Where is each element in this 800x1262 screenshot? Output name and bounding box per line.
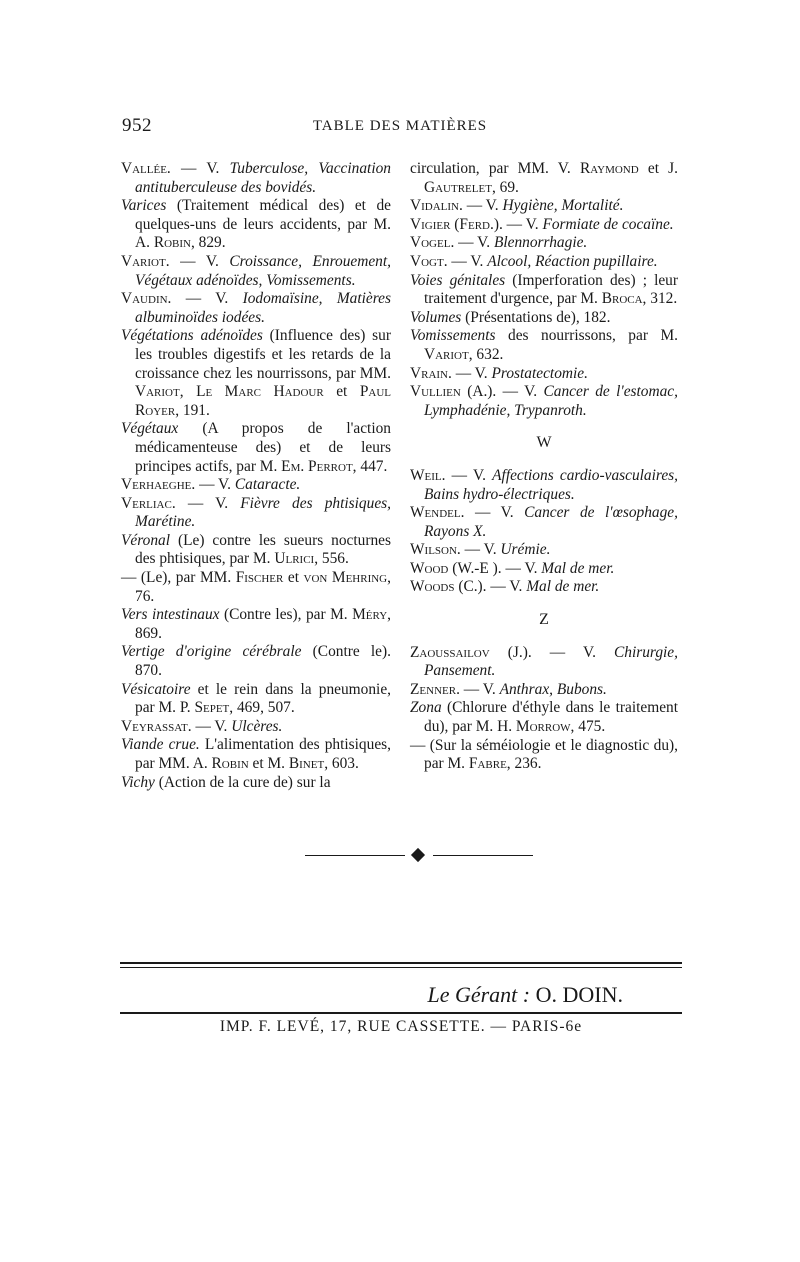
index-entry: Vers intestinaux (Contre les), par M. Méry, 869. (121, 606, 391, 642)
index-column-right (410, 160, 678, 774)
index-entry: Weil. — V. Affections cardio-vasculaires, Bains hydro-électriques. (410, 466, 678, 503)
page-number: 952 (122, 115, 152, 136)
index-entry: Varices (Traitement médical des) et de quelques-uns de leurs accidents, par M. A. Robin, 829. (121, 197, 391, 252)
index-entry: Verliac. — V. Fièvre des phtisiques, Marétine. (121, 494, 391, 531)
gerant-name: O. DOIN. (535, 982, 623, 1007)
index-entry: Voies génitales (Imperforation des) ; leur traitement d'urgence, par M. Broca, 312. (410, 271, 678, 308)
gerant-label: Le Gérant : (427, 982, 531, 1007)
index-entry: circulation, par MM. V. Raymond et J. Gautrelet, 69. (410, 160, 678, 196)
index-entry: Vrain. — V. Prostatectomie. (410, 364, 588, 382)
imprint: IMP. F. LEVÉ, 17, RUE CASSETTE. — PARIS-6e (219, 1018, 583, 1035)
index-entry: Vaudin. — V. Iodomaïsine, Matières albuminoïdes iodées. (121, 290, 391, 326)
index-column-left (121, 160, 391, 792)
index-entry: Vullien (A.). — V. Cancer de l'estomac, Lymphadénie, Trypanroth. (410, 383, 678, 419)
index-entry: Zaoussailov (J.). — V. Chirurgie, Pansement. (410, 643, 678, 680)
ornament-rule-right (433, 855, 533, 856)
running-head: TABLE DES MATIÈRES (312, 118, 488, 134)
footer-rule-thin (120, 967, 682, 968)
imprint-rule (120, 1012, 682, 1014)
section-letter-z: Z (539, 611, 549, 629)
index-entry: Verhaeghe. — V. Cataracte. (121, 476, 301, 494)
index-entry: Vigier (Ferd.). — V. Formiate de cocaïne. (410, 215, 674, 233)
index-entry: — (Le), par MM. Fischer et von Mehring, 76. (121, 569, 391, 605)
index-entry: Wendel. — V. Cancer de l'œsophage, Rayons X. (410, 504, 678, 540)
index-entry: Végétations adénoïdes (Influence des) sur les troubles digestifs et les retards de la croissance chez les nourrissons, par MM. Variot, Le Marc Hadour et Paul Royer, 191. (121, 327, 391, 419)
index-entry: Vidalin. — V. Hygiène, Mortalité. (410, 197, 624, 215)
index-entry: Vomissements des nourrissons, par M. Variot, 632. (410, 327, 678, 363)
gerant-line (120, 982, 623, 1008)
index-entry: Véronal (Le) contre les sueurs nocturnes des phtisiques, par M. Ulrici, 556. (121, 531, 391, 568)
index-entry: Vogt. — V. Alcool, Réaction pupillaire. (410, 252, 658, 270)
index-entry: Vallée. — V. Tuberculose, Vaccination antituberculeuse des bovidés. (121, 160, 391, 196)
index-entry: Woods (C.). — V. Mal de mer. (410, 578, 600, 596)
index-entry: Veyrassat. — V. Ulcères. (121, 717, 283, 735)
end-ornament (305, 848, 533, 862)
section-letter-w: W (536, 434, 552, 452)
index-entry: Zona (Chlorure d'éthyle dans le traitement du), par M. H. Morrow, 475. (410, 699, 678, 736)
index-entry: Végétaux (A propos de l'action médicamenteuse des) et de leurs principes actifs, par M. Em. Perrot, 447. (121, 420, 391, 475)
index-entry: Wilson. — V. Urémie. (410, 541, 551, 559)
index-entry: Vichy (Action de la cure de) sur la (121, 773, 331, 791)
index-entry: Wood (W.-E ). — V. Mal de mer. (410, 559, 615, 577)
diamond-icon (411, 848, 425, 862)
index-entry: Zenner. — V. Anthrax, Bubons. (410, 680, 607, 698)
index-entry: Variot. — V. Croissance, Enrouement, Végétaux adénoïdes, Vomissements. (121, 252, 391, 289)
index-entry: Vésicatoire et le rein dans la pneumonie, par M. P. Sepet, 469, 507. (121, 680, 391, 717)
index-entry: Vogel. — V. Blennorrhagie. (410, 234, 588, 252)
index-entry: Vertige d'origine cérébrale (Contre le). 870. (121, 643, 391, 680)
ornament-rule-left (305, 855, 405, 856)
index-entry: Volumes (Présentations de), 182. (410, 308, 611, 326)
index-entry: Viande crue. L'alimentation des phtisiques, par MM. A. Robin et M. Binet, 603. (121, 736, 391, 772)
index-entry: — (Sur la séméiologie et le diagnostic du), par M. Fabre, 236. (410, 736, 678, 773)
footer-rule-thick (120, 962, 682, 964)
